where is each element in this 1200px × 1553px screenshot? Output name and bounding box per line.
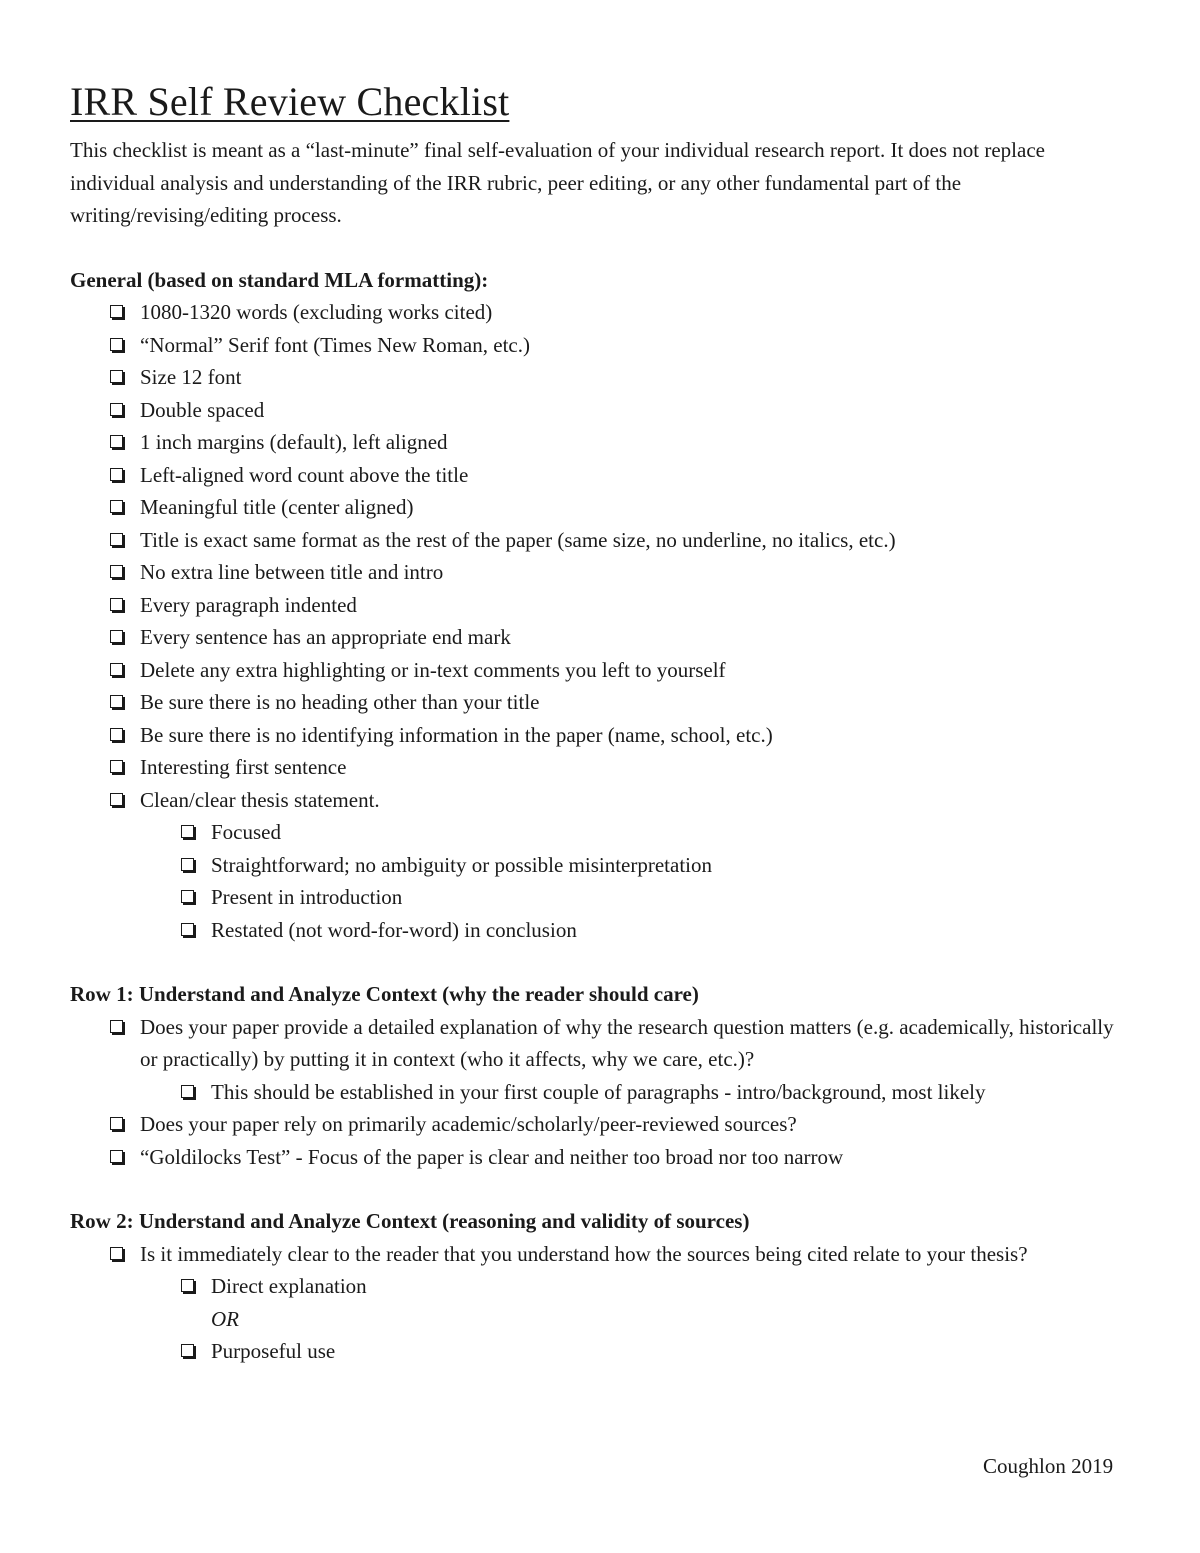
checkbox-icon[interactable] (110, 728, 123, 741)
checkbox-icon[interactable] (181, 1085, 194, 1098)
or-separator: OR (211, 1306, 239, 1331)
checklist-item: 1080-1320 words (excluding works cited) (70, 296, 1132, 329)
checklist-item: Delete any extra highlighting or in-text comments you left to yourself (70, 654, 1132, 687)
checklist-item: 1 inch margins (default), left aligned (70, 426, 1132, 459)
checklist-item: Clean/clear thesis statement. (70, 784, 1132, 817)
checklist-item: Is it immediately clear to the reader that you understand how the sources being cited relate to your thesis? (70, 1238, 1132, 1271)
footer-author: Coughlon 2019 (983, 1454, 1114, 1478)
checkbox-icon[interactable] (181, 890, 194, 903)
checkbox-icon[interactable] (110, 403, 123, 416)
checkbox-icon[interactable] (110, 435, 123, 448)
checkbox-icon[interactable] (110, 663, 123, 676)
checklist (70, 296, 1132, 946)
checkbox-icon[interactable] (110, 1247, 123, 1260)
checkbox-icon[interactable] (181, 825, 194, 838)
checkbox-icon[interactable] (110, 695, 123, 708)
checklist-item: Every paragraph indented (70, 589, 1132, 622)
page-title: IRR Self Review Checklist (70, 79, 510, 124)
checklist-subitem: This should be established in your first couple of paragraphs - intro/background, most likely (70, 1076, 1132, 1109)
section-heading: Row 2: Understand and Analyze Context (reasoning and validity of sources) (70, 1209, 750, 1233)
checkbox-icon[interactable] (181, 923, 194, 936)
checkbox-icon[interactable] (181, 1279, 194, 1292)
section-row-1 (70, 978, 1132, 1173)
checkbox-icon[interactable] (110, 338, 123, 351)
checklist-item: No extra line between title and intro (70, 556, 1132, 589)
checkbox-icon[interactable] (181, 858, 194, 871)
checklist-subitem: Purposeful use (70, 1335, 1132, 1368)
checkbox-icon[interactable] (110, 760, 123, 773)
checkbox-icon[interactable] (110, 1150, 123, 1163)
checklist-item: “Goldilocks Test” - Focus of the paper is clear and neither too broad nor too narrow (70, 1141, 1132, 1174)
section-heading: General (based on standard MLA formatting): (70, 267, 489, 292)
checkbox-icon[interactable] (110, 1117, 123, 1130)
checkbox-icon[interactable] (110, 468, 123, 481)
checkbox-icon[interactable] (110, 533, 123, 546)
checklist-item: Meaningful title (center aligned) (70, 491, 1132, 524)
checklist-item: Does your paper rely on primarily academic/scholarly/peer-reviewed sources? (70, 1108, 1132, 1141)
checklist (70, 1011, 1132, 1174)
checklist-item: Be sure there is no identifying information in the paper (name, school, etc.) (70, 719, 1132, 752)
checklist-subitem: Present in introduction (70, 881, 1132, 914)
checkbox-icon[interactable] (110, 305, 123, 318)
intro-paragraph: This checklist is meant as a “last-minute” final self-evaluation of your individual research report. It does not replace individual analysis and understanding of the IRR rubric, peer editing, or any other fundamental part of the writing/revising/editing process. (70, 138, 1045, 227)
checklist-item: “Normal” Serif font (Times New Roman, etc.) (70, 329, 1132, 362)
checkbox-icon[interactable] (110, 565, 123, 578)
checklist (70, 1238, 1132, 1368)
checklist-subitem: Straightforward; no ambiguity or possible misinterpretation (70, 849, 1132, 882)
checkbox-icon[interactable] (110, 370, 123, 383)
section-general (70, 264, 1132, 947)
section-row-2 (70, 1205, 1132, 1368)
document-page (70, 78, 1132, 1400)
checkbox-icon[interactable] (110, 598, 123, 611)
checkbox-icon[interactable] (110, 630, 123, 643)
checklist-item: Size 12 font (70, 361, 1132, 394)
checklist-item: Double spaced (70, 394, 1132, 427)
checklist-item: Title is exact same format as the rest of the paper (same size, no underline, no italics, etc.) (70, 524, 1132, 557)
checklist-item: Every sentence has an appropriate end mark (70, 621, 1132, 654)
checkbox-icon[interactable] (110, 793, 123, 806)
section-heading: Row 1: Understand and Analyze Context (why the reader should care) (70, 982, 699, 1006)
checkbox-icon[interactable] (110, 500, 123, 513)
checklist-item: Left-aligned word count above the title (70, 459, 1132, 492)
checklist-subitem: Direct explanation (70, 1270, 1132, 1303)
checklist-subitem: Restated (not word-for-word) in conclusion (70, 914, 1132, 947)
checklist-item: Does your paper provide a detailed explanation of why the research question matters (e.g. academically, historically or practically) by putting it in context (who it affects, why we care, etc.)? (70, 1011, 1132, 1076)
checklist-item: Interesting first sentence (70, 751, 1132, 784)
checkbox-icon[interactable] (110, 1020, 123, 1033)
checklist-item: Be sure there is no heading other than your title (70, 686, 1132, 719)
checklist-subitem: Focused (70, 816, 1132, 849)
checkbox-icon[interactable] (181, 1344, 194, 1357)
